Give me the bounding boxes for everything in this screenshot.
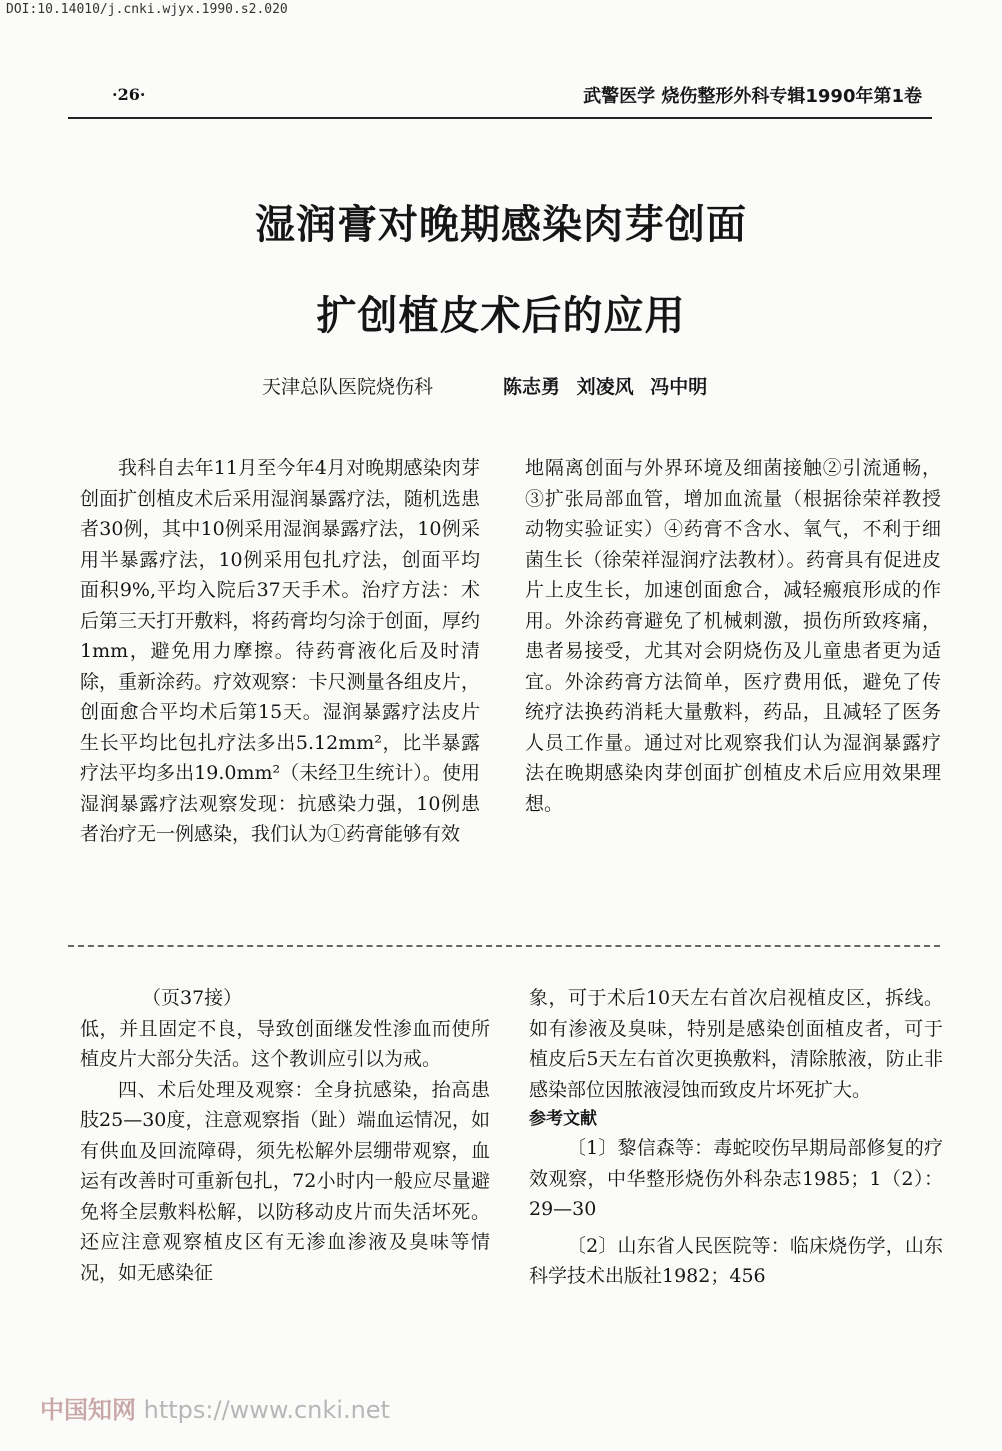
watermark bbox=[40, 1390, 390, 1425]
doi-line: DOI:10.14010/j.cnki.wjyx.1990.s2.020 bbox=[6, 2, 288, 17]
references-heading: 参考文献 bbox=[529, 1109, 597, 1129]
watermark-url: https://www.cnki.net bbox=[143, 1396, 390, 1424]
continued-column-right bbox=[529, 983, 943, 1292]
watermark-brand: 中国知网 bbox=[40, 1396, 136, 1424]
continued-column-left bbox=[80, 983, 490, 1288]
affiliation: 天津总队医院烧伤科 bbox=[262, 376, 434, 398]
continued-paragraph-1: 低，并且固定不良，导致创面继发性渗血而使所植皮片大部分失活。这个教训应引以为戒。 bbox=[80, 1017, 490, 1070]
page-number: ·26· bbox=[112, 85, 146, 104]
journal-header: 武警医学 烧伤整形外科专辑1990年第1卷 bbox=[583, 86, 922, 107]
continued-paragraph-3: 象，可于术后10天左右首次启视植皮区，拆线。如有渗液及臭味，特别是感染创面植皮者，可于植皮后5天左右首次更换敷料，清除脓液，防止非感染部位因脓液浸蚀而致皮片坏死扩大。 bbox=[529, 987, 943, 1101]
section-divider bbox=[68, 945, 940, 947]
article-paragraph-continued: 地隔离创面与外界环境及细菌接触②引流通畅，③扩张局部血管，增加血流量（根据徐荣祥教授动物实验证实）④药膏不含水、氧气，不利于细菌生长（徐荣祥湿润疗法教材）。药膏具有促进皮片上皮生长，加速创面愈合，减轻瘢痕形成的作用。外涂药膏避免了机械刺激，损伤所致疼痛，患者易接受，尤其对会阴烧伤及儿童患者更为适宜。外涂药膏方法简单，医疗费用低，避免了传统疗法换药消耗大量敷料，药品，且减轻了医务人员工作量。通过对比观察我们认为湿润暴露疗法在晚期感染肉芽创面扩创植皮术后应用效果理想。 bbox=[525, 457, 941, 815]
reference-item: 〔1〕黎信森等：毒蛇咬伤早期局部修复的疗效观察，中华整形烧伤外科杂志1985；1（2）：29—30 bbox=[529, 1137, 943, 1220]
article-column-right bbox=[525, 453, 941, 819]
continued-paragraph-2: 四、术后处理及观察：全身抗感染，抬高患肢25—30度，注意观察指（趾）端血运情况，如有供血及回流障碍，须先松解外层绷带观察，血运有改善时可重新包扎，72小时内一般应尽量避免将全层敷料松解，以防移动皮片而失活坏死。还应注意观察植皮区有无渗血渗液及臭味等情况，如无感染征 bbox=[80, 1078, 490, 1284]
continued-label: （页37接） bbox=[142, 987, 243, 1009]
article-column-left bbox=[80, 453, 480, 850]
article-paragraph: 我科自去年11月至今年4月对晚期感染肉芽创面扩创植皮术后采用湿润暴露疗法，随机选患者30例，其中10例采用湿润暴露疗法，10例采用半暴露疗法，10例采用包扎疗法，创面平均面积9%,平均入院后37天手术。治疗方法：术后第三天打开敷料，将药膏均匀涂于创面，厚约1mm，避免用力摩擦。待药膏液化后及时清除，重新涂药。疗效观察：卡尺测量各组皮片，创面愈合平均术后第15天。湿润暴露疗法皮片生长平均比包扎疗法多出5.12mm²，比半暴露疗法平均多出19.0mm²（未经卫生统计）。使用湿润暴露疗法观察发现：抗感染力强，10例患者治疗无一例感染，我们认为①药膏能够有效 bbox=[80, 457, 480, 845]
title-line-1: 湿润膏对晚期感染肉芽创面 bbox=[255, 201, 747, 248]
title-line-2: 扩创植皮术后的应用 bbox=[316, 292, 686, 339]
reference-item: 〔2〕山东省人民医院等：临床烧伤学，山东科学技术出版社1982；456 bbox=[529, 1234, 943, 1287]
header-rule bbox=[68, 117, 932, 119]
authors: 陈志勇 刘凌风 冯中明 bbox=[503, 376, 708, 398]
